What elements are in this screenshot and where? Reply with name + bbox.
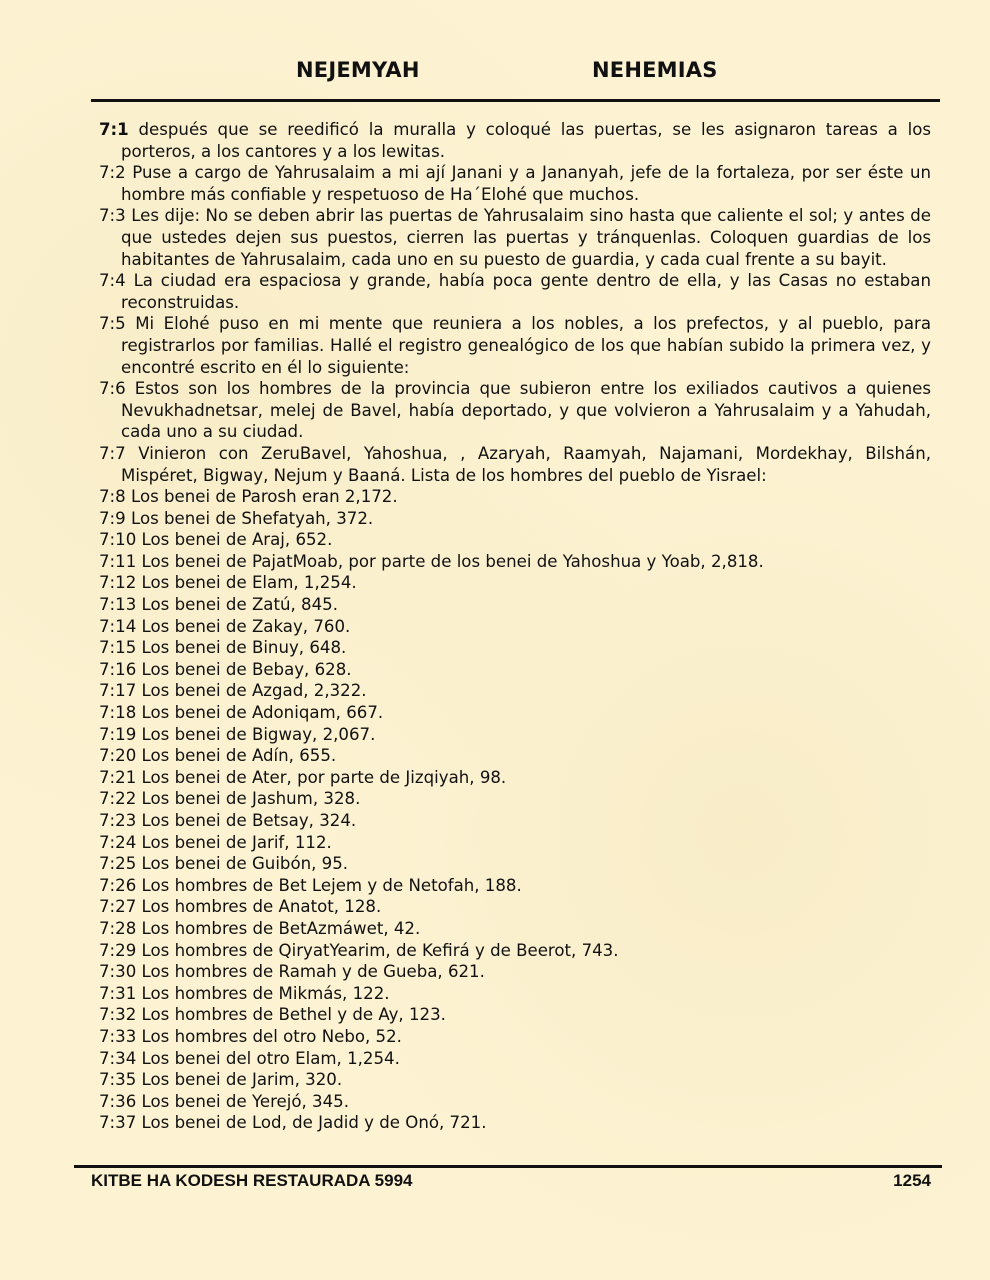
verse bbox=[99, 616, 931, 638]
verse bbox=[99, 659, 931, 681]
verse-ref: 7:31 bbox=[99, 983, 137, 1003]
verse-ref: 7:16 bbox=[99, 659, 137, 679]
verse-ref: 7:18 bbox=[99, 703, 137, 723]
verse-ref: 7:30 bbox=[99, 962, 137, 982]
footer-divider bbox=[74, 1165, 942, 1168]
verse-text: Puse a cargo de Yahrusalaim a mi ají Janani y a Jananyah, jefe de la fortaleza, por ser éste un hombre más confiable y respetuoso de Ha´Elohé que muchos. bbox=[121, 163, 931, 204]
verse-text: Los benei de Adín, 655. bbox=[141, 746, 337, 766]
verse-ref: 7:29 bbox=[99, 940, 137, 960]
verse-text: Los benei de Zakay, 760. bbox=[141, 616, 351, 636]
verse-ref: 7:20 bbox=[99, 746, 137, 766]
verse bbox=[99, 551, 931, 573]
verse-ref: 7:14 bbox=[99, 616, 137, 636]
verse bbox=[99, 205, 931, 270]
verse-text: Los benei de Adoniqam, 667. bbox=[141, 703, 384, 723]
verse bbox=[99, 853, 931, 875]
verse-ref: 7:28 bbox=[99, 918, 137, 938]
verse-ref: 7:37 bbox=[99, 1113, 137, 1133]
verse-text: Los benei de Binuy, 648. bbox=[141, 638, 347, 658]
verse bbox=[99, 832, 931, 854]
verse-ref: 7:6 bbox=[99, 379, 126, 399]
verse-ref: 7:36 bbox=[99, 1091, 137, 1111]
verse-text: Los hombres de Anatot, 128. bbox=[141, 897, 382, 917]
page-header bbox=[0, 58, 990, 90]
verse-ref: 7:12 bbox=[99, 573, 137, 593]
verse bbox=[99, 680, 931, 702]
verse bbox=[99, 767, 931, 789]
verse-ref: 7:13 bbox=[99, 595, 137, 615]
verse-text: Los benei de Jarif, 112. bbox=[141, 832, 332, 852]
verse bbox=[99, 572, 931, 594]
verse-text: Los benei de Shefatyah, 372. bbox=[131, 508, 374, 528]
verse bbox=[99, 508, 931, 530]
verse-ref: 7:9 bbox=[99, 508, 126, 528]
verse-text: Los benei de Bebay, 628. bbox=[141, 659, 352, 679]
verse-text: Mi Elohé puso en mi mente que reuniera a los nobles, a los prefectos, y al pueblo, para registrarlos por familias. Hallé el registro genealógico de los que habían subido la primera vez, y encontré escrito en él lo siguiente: bbox=[121, 314, 931, 377]
verse bbox=[99, 1004, 931, 1026]
verse bbox=[99, 940, 931, 962]
verse-text: Los benei de Lod, de Jadid y de Onó, 721. bbox=[141, 1113, 487, 1133]
verse-text: Los benei de Jarim, 320. bbox=[141, 1070, 343, 1090]
verse bbox=[99, 443, 931, 486]
verse bbox=[99, 1048, 931, 1070]
verse-ref: 7:26 bbox=[99, 875, 137, 895]
verse-ref: 7:23 bbox=[99, 811, 137, 830]
verse-text: Los benei de Yerejó, 345. bbox=[141, 1091, 350, 1111]
verse-ref: 7:10 bbox=[99, 530, 137, 550]
verse-text: después que se reedificó la muralla y coloqué las puertas, se les asignaron tareas a los porteros, a los cantores y a los lewitas. bbox=[121, 120, 931, 161]
footer-book-title: KITBE HA KODESH RESTAURADA 5994 bbox=[91, 1171, 413, 1190]
verse-ref: 7:35 bbox=[99, 1070, 137, 1090]
header-title-hebrew: NEJEMYAH bbox=[296, 58, 420, 82]
verse-text: La ciudad era espaciosa y grande, había poca gente dentro de ella, y las Casas no estaban reconstruidas. bbox=[121, 271, 931, 312]
verse-ref: 7:19 bbox=[99, 724, 137, 744]
verse-text: Los benei de Ater, por parte de Jizqiyah, 98. bbox=[141, 767, 507, 787]
verse-text: Los benei de Parosh eran 2,172. bbox=[131, 487, 398, 507]
verse-text: Los benei de Jashum, 328. bbox=[141, 789, 361, 809]
verse-text: Los benei de PajatMoab, por parte de los benei de Yahoshua y Yoab, 2,818. bbox=[141, 551, 764, 571]
verse-text: Los hombres de Bethel y de Ay, 123. bbox=[141, 1005, 446, 1025]
verse-text: Les dije: No se deben abrir las puertas de Yahrusalaim sino hasta que caliente el sol; y antes de que ustedes dejen sus puestos, cierren las puertas y tránquenlas. Coloquen guardias de los habitantes de Yahrusalaim, cada uno en su puesto de guardia, y cada cual frente a su bayit. bbox=[121, 206, 931, 269]
verse-text: Los benei de Azgad, 2,322. bbox=[141, 681, 367, 701]
verse-text: Los benei de Elam, 1,254. bbox=[141, 573, 357, 593]
verse-text: Vinieron con ZeruBavel, Yahoshua, , Azaryah, Raamyah, Najamani, Mordekhay, Bilshán, Mispéret, Bigway, Nejum y Baaná. Lista de los hombres del pueblo de Yisrael: bbox=[121, 443, 932, 485]
verse-ref: 7:17 bbox=[99, 681, 137, 701]
header-divider bbox=[91, 99, 940, 102]
verse bbox=[99, 1112, 931, 1134]
verse bbox=[99, 1069, 931, 1091]
verse-text: Los benei de Bigway, 2,067. bbox=[141, 724, 376, 744]
verse-text: Estos son los hombres de la provincia que subieron entre los exiliados cautivos a quienes Nevukhadnetsar, melej de Bavel, había deportado, y que volvieron a Yahrusalaim y a Yahudah, cada uno a su ciudad. bbox=[121, 379, 931, 442]
verse-ref: 7:2 bbox=[99, 163, 126, 183]
verse bbox=[99, 1026, 931, 1048]
verse-text: Los hombres de Bet Lejem y de Netofah, 188. bbox=[141, 875, 522, 895]
verse-ref: 7:22 bbox=[99, 789, 137, 809]
verse-text: Los benei de Betsay, 324. bbox=[141, 811, 357, 830]
verse-ref: 7:34 bbox=[99, 1048, 137, 1068]
verse-text: Los benei de Guibón, 95. bbox=[141, 854, 349, 874]
verse-text: Los benei de Zatú, 845. bbox=[141, 595, 338, 615]
verse-ref: 7:25 bbox=[99, 854, 137, 874]
footer-page-number: 1254 bbox=[893, 1171, 931, 1190]
verse bbox=[99, 162, 931, 205]
header-title-spanish: NEHEMIAS bbox=[592, 58, 718, 82]
verse bbox=[99, 594, 931, 616]
verse bbox=[99, 875, 931, 897]
verse bbox=[99, 983, 931, 1005]
verse-ref: 7:8 bbox=[99, 487, 126, 507]
verse-text: Los hombres de QiryatYearim, de Kefirá y de Beerot, 743. bbox=[141, 940, 619, 960]
verse-ref: 7:7 bbox=[99, 443, 126, 463]
verse bbox=[99, 961, 931, 983]
verse-text: Los hombres del otro Nebo, 52. bbox=[141, 1026, 402, 1046]
verse-ref: 7:33 bbox=[99, 1026, 137, 1046]
verse-ref: 7:1 bbox=[99, 120, 129, 139]
verse bbox=[99, 810, 931, 832]
verse bbox=[99, 724, 931, 746]
verse-ref: 7:21 bbox=[99, 767, 137, 787]
verse bbox=[99, 378, 931, 443]
verse-ref: 7:24 bbox=[99, 832, 137, 852]
verse-text: Los hombres de Mikmás, 122. bbox=[141, 983, 390, 1003]
verse bbox=[99, 270, 931, 313]
verse-ref: 7:27 bbox=[99, 897, 137, 917]
verse bbox=[99, 119, 931, 162]
verse-ref: 7:11 bbox=[99, 551, 137, 571]
verse bbox=[99, 702, 931, 724]
verse bbox=[99, 637, 931, 659]
verse-ref: 7:3 bbox=[99, 206, 126, 226]
verse-text: Los hombres de Ramah y de Gueba, 621. bbox=[141, 962, 485, 982]
verse-text: Los benei del otro Elam, 1,254. bbox=[141, 1048, 400, 1068]
verse bbox=[99, 1091, 931, 1113]
verse-ref: 7:5 bbox=[99, 314, 126, 334]
verse-ref: 7:4 bbox=[99, 271, 126, 291]
verse bbox=[99, 529, 931, 551]
verse bbox=[99, 745, 931, 767]
verse-text: Los benei de Araj, 652. bbox=[141, 530, 333, 550]
verse bbox=[99, 486, 931, 508]
verse-text: Los hombres de BetAzmáwet, 42. bbox=[141, 918, 421, 938]
verse bbox=[99, 313, 931, 378]
verse bbox=[99, 918, 931, 940]
verse-ref: 7:15 bbox=[99, 638, 137, 658]
verse bbox=[99, 788, 931, 810]
verse-list bbox=[99, 119, 931, 1134]
verse bbox=[99, 896, 931, 918]
verse-ref: 7:32 bbox=[99, 1005, 137, 1025]
